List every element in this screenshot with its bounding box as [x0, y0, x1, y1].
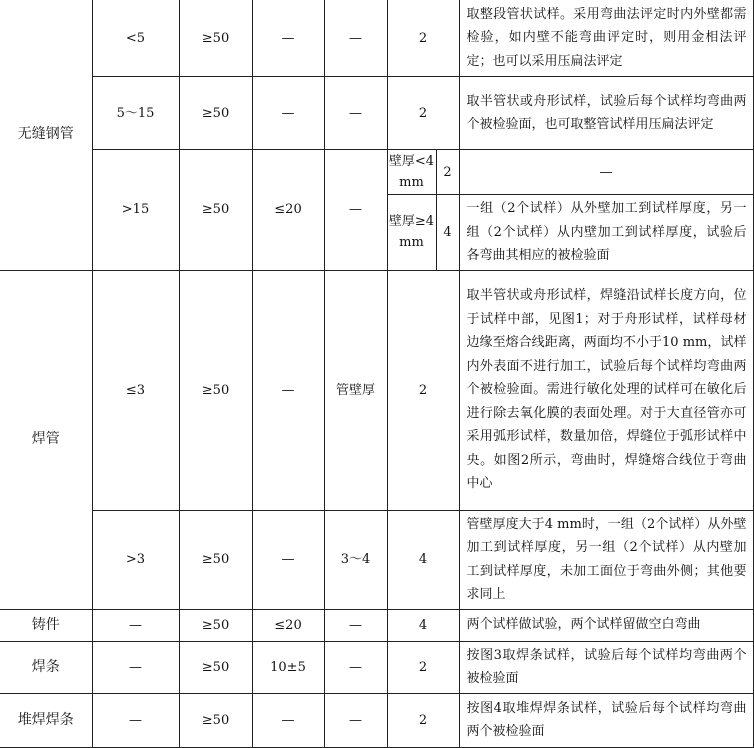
wall-thickness: 5～15 — [92, 77, 179, 150]
wall-thickness: — — [92, 609, 179, 641]
col-3: ≤20 — [252, 609, 324, 641]
table-row — [0, 641, 753, 693]
specimen-count: 2 — [387, 0, 459, 77]
description: 两个试样做试验，两个试样留做空白弯曲 — [459, 609, 753, 641]
table-row — [0, 510, 753, 609]
wall-thickness: — — [92, 641, 179, 693]
table-row — [0, 609, 753, 641]
col-4: 管壁厚 — [324, 270, 387, 510]
col-4: — — [324, 641, 387, 693]
sub-condition: 壁厚≥4 mm — [387, 195, 436, 271]
category-seamless: 无缝钢管 — [0, 0, 92, 270]
diameter: ≥50 — [179, 77, 252, 150]
category-welded: 焊管 — [0, 270, 92, 609]
wall-thickness: >15 — [92, 150, 179, 271]
diameter: ≥50 — [179, 150, 252, 271]
col-4: — — [324, 150, 387, 271]
specimen-count: 4 — [387, 510, 459, 609]
table-row — [0, 77, 753, 150]
table-row — [0, 0, 753, 77]
description: 按图4取堆焊焊条试样，试验后每个试样均弯曲两个被检验面 — [459, 693, 753, 747]
category-casting: 铸件 — [0, 609, 92, 641]
diameter: ≥50 — [179, 609, 252, 641]
wall-thickness: >3 — [92, 510, 179, 609]
col-4: — — [324, 609, 387, 641]
description: 取整段管状试样。采用弯曲法评定时内外壁都需检验，如内壁不能弯曲评定时，则用金相法评定；也可以采用压扁法评定 — [459, 0, 753, 77]
description: 取半管状或舟形试样，焊缝沿试样长度方向，位于试样中部，见图1；对于舟形试样，试样母材边缘至熔合线距离，两面均不小于10 mm，试样内外表面不进行加工，试验后每个试样均弯曲两个被检验面。需进行敏化处理的试样可在敏化后进行除去氧化膜的表面处理。对于大直径管亦可采用弧形试样，数量加倍，焊缝位于弧形试样中央。如图2所示，弯曲时，焊缝熔合线位于弯曲中心 — [459, 270, 753, 510]
diameter: ≥50 — [179, 641, 252, 693]
col-3: — — [252, 693, 324, 747]
diameter: ≥50 — [179, 510, 252, 609]
category-surfacing-electrode: 堆焊焊条 — [0, 693, 92, 747]
description: — — [459, 150, 753, 195]
specimen-count: 2 — [387, 641, 459, 693]
category-electrode: 焊条 — [0, 641, 92, 693]
col-3: ≤20 — [252, 150, 324, 271]
sub-condition: 壁厚<4 mm — [387, 150, 436, 195]
description: 一组（2个试样）从外壁加工到试样厚度，另一组（2个试样）从内壁加工到试样厚度，试验后各弯曲其相应的被检验面 — [459, 195, 753, 271]
specimen-count: 2 — [387, 77, 459, 150]
specimen-count: 2 — [387, 693, 459, 747]
diameter: ≥50 — [179, 693, 252, 747]
specimen-count: 2 — [436, 150, 459, 195]
description: 按图3取焊条试样，试验后每个试样均弯曲两个被检验面 — [459, 641, 753, 693]
wall-thickness: — — [92, 693, 179, 747]
col-3: — — [252, 510, 324, 609]
col-3: 10±5 — [252, 641, 324, 693]
specimen-count: 4 — [387, 609, 459, 641]
description: 管壁厚度大于4 mm时，一组（2个试样）从外壁加工到试样厚度，另一组（2个试样）从内壁加工到试样厚度，未加工面位于弯曲外侧；其他要求同上 — [459, 510, 753, 609]
col-4: — — [324, 77, 387, 150]
col-4: — — [324, 0, 387, 77]
col-4: — — [324, 693, 387, 747]
specimen-count: 4 — [436, 195, 459, 271]
wall-thickness: ≤3 — [92, 270, 179, 510]
col-3: — — [252, 77, 324, 150]
wall-thickness: <5 — [92, 0, 179, 77]
table-row — [0, 270, 753, 510]
table-row — [0, 693, 753, 747]
col-3: — — [252, 0, 324, 77]
col-4: 3～4 — [324, 510, 387, 609]
diameter: ≥50 — [179, 270, 252, 510]
table-row — [0, 150, 753, 195]
description: 取半管状或舟形试样，试验后每个试样均弯曲两个被检验面，也可取整管试样用压扁法评定 — [459, 77, 753, 150]
diameter: ≥50 — [179, 0, 252, 77]
col-3: — — [252, 270, 324, 510]
specimen-count: 2 — [387, 270, 459, 510]
